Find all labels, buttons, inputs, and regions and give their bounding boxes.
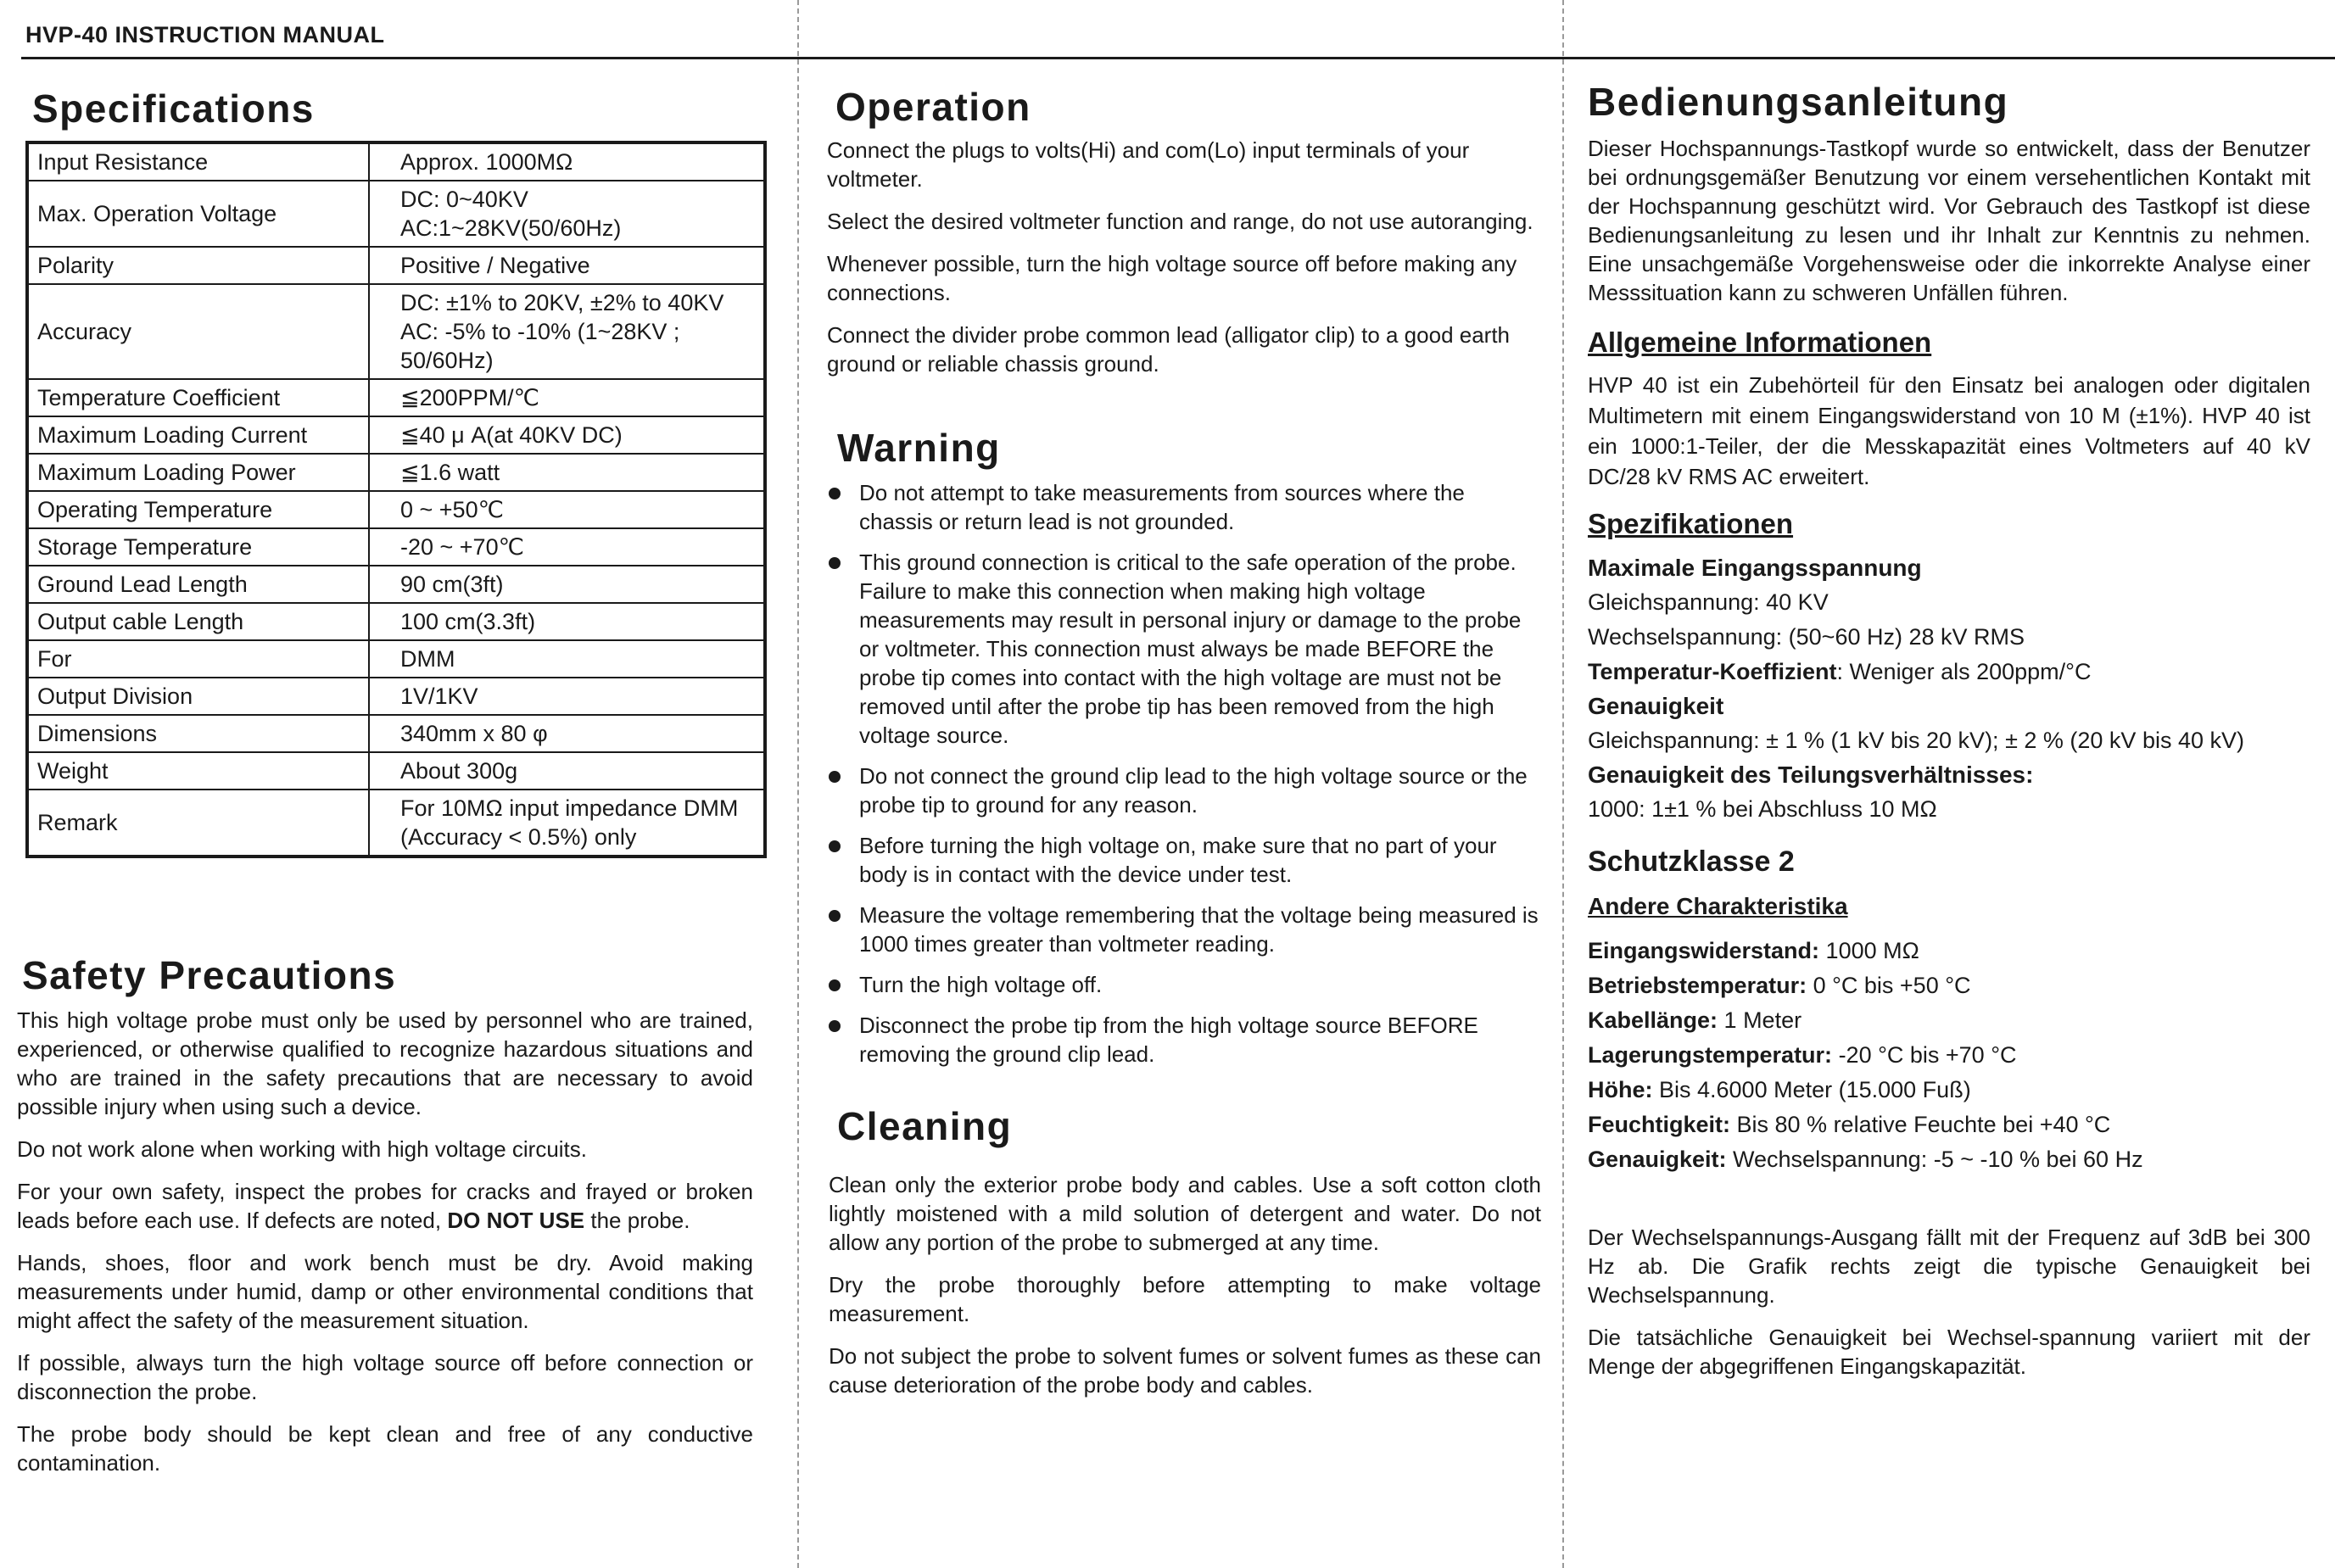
- spec-row: [27, 491, 765, 528]
- spec-value-line: DMM: [400, 646, 455, 672]
- german-intro: Dieser Hochspannungs-Tastkopf wurde so entwickelt, dass der Benutzer bei ordnungsgemäßer Benutzung vor einem versehentlichen Kontakt mit der Hochspannung geschützt wird. Vor Gebrauch des Tastkopf ist diese Bedienungsanleitung zu lesen und ihr Inhalt zur Kenntnis zu nehmen. Eine unsachgemäße Vorgehensweise oder die inkorrekte Analyse einer Messsituation kann zu schweren Unfällen führen.: [1588, 136, 2310, 305]
- characteristic-item: [1588, 934, 2310, 968]
- spec-value: [369, 715, 765, 752]
- header-rule: [21, 57, 2335, 59]
- spec-label: For: [27, 640, 369, 678]
- operation-paragraph: Whenever possible, turn the high voltage source off before making any connections.: [827, 251, 1517, 305]
- spec-label: Ground Lead Length: [27, 566, 369, 603]
- spec-value: [369, 603, 765, 640]
- spec-label: Polarity: [27, 247, 369, 284]
- german-section: [1588, 78, 2310, 1394]
- safety-section: [17, 951, 753, 1491]
- spec-value: [369, 752, 765, 790]
- spec-row: [27, 566, 765, 603]
- spec-label: Storage Temperature: [27, 528, 369, 566]
- spec-label: Operating Temperature: [27, 491, 369, 528]
- characteristic-value: -20 °C bis +70 °C: [1832, 1042, 2017, 1068]
- characteristic-value: Bis 80 % relative Feuchte bei +40 °C: [1730, 1112, 2111, 1137]
- spec-value: [369, 528, 765, 566]
- bullet-icon: [829, 488, 841, 499]
- spec-row: [27, 640, 765, 678]
- spec-row: [27, 678, 765, 715]
- spec-value-line: DC: ±1% to 20KV, ±2% to 40KV: [400, 290, 724, 315]
- spec-value: [369, 678, 765, 715]
- bullet-icon: [829, 910, 841, 922]
- characteristic-item: [1588, 1038, 2310, 1073]
- dc-voltage: Gleichspannung: 40 KV: [1588, 589, 1829, 615]
- spec-row: [27, 284, 765, 379]
- general-info-text: HVP 40 ist ein Zubehörteil für den Einsatz bei analogen oder digitalen Multimetern mit einem Eingangswiderstand von 10 M (±1%). HVP 40 ist ein 1000:1-Teiler, der die Messkapazität eines Voltmeters auf 40 kV DC/28 kV RMS AC erweitert.: [1588, 372, 2310, 489]
- spec-value-line: (Accuracy < 0.5%) only: [400, 824, 637, 850]
- characteristic-label: Höhe:: [1588, 1077, 1653, 1102]
- spec-label: Output cable Length: [27, 603, 369, 640]
- spec-value: [369, 416, 765, 454]
- safety-paragraph: Hands, shoes, floor and work bench must be dry. Avoid making measurements under humid, damp or other environmental conditions that might affect the safety of the measurement situation.: [17, 1250, 753, 1333]
- warning-item: [827, 548, 1541, 750]
- spec-value-line: Approx. 1000MΩ: [400, 149, 573, 175]
- characteristic-item: [1588, 1108, 2310, 1142]
- spec-row: [27, 142, 765, 181]
- spec-label: Max. Operation Voltage: [27, 181, 369, 247]
- spec-row: [27, 454, 765, 491]
- characteristic-label: Eingangswiderstand:: [1588, 938, 1820, 963]
- temp-coeff: [1588, 655, 2310, 689]
- specifications-section: [25, 85, 772, 858]
- manual-header-title: HVP-40 INSTRUCTION MANUAL: [25, 22, 385, 47]
- safety-text: the probe.: [584, 1208, 690, 1233]
- ac-output-text: Der Wechselspannungs-Ausgang fällt mit der Frequenz auf 3dB bei 300 Hz ab. Die Grafik rechts zeigt die typische Genauigkeit bei Wechselspannung.: [1588, 1225, 2310, 1308]
- warning-heading: Warning: [837, 426, 1001, 470]
- spec-value: [369, 181, 765, 247]
- warning-text: Measure the voltage remembering that the voltage being measured is 1000 times greater than voltmeter reading.: [859, 902, 1539, 957]
- operation-section: [827, 83, 1541, 392]
- warning-item: [827, 970, 1541, 999]
- warning-text: Turn the high voltage off.: [859, 972, 1103, 997]
- safety-paragraph: If possible, always turn the high voltage source off before connection or disconnection the probe.: [17, 1350, 753, 1404]
- bullet-icon: [829, 771, 841, 783]
- temp-coeff-label: Temperatur-Koeffizient: [1588, 659, 1837, 684]
- spec-value-line: 340mm x 80 φ: [400, 721, 548, 746]
- accuracy-heading: Genauigkeit: [1588, 693, 1724, 719]
- characteristic-item: [1588, 1142, 2310, 1177]
- spec-value-line: 100 cm(3.3ft): [400, 609, 536, 634]
- spec-value-line: For 10MΩ input impedance DMM: [400, 795, 739, 821]
- characteristic-item: [1588, 1073, 2310, 1108]
- cleaning-heading: Cleaning: [837, 1104, 1013, 1148]
- safety-paragraph: This high voltage probe must only be used by personnel who are trained, experienced, or otherwise qualified to recognize hazardous situations and who are trained in the safety precautions that are necessary to avoid possible injury when using such a device.: [17, 1007, 753, 1119]
- warning-text: Do not connect the ground clip lead to the high voltage source or the probe tip to ground for any reason.: [859, 763, 1528, 817]
- characteristic-value: 1 Meter: [1718, 1007, 1802, 1033]
- spec-value-line: Positive / Negative: [400, 253, 590, 278]
- spec-label: Maximum Loading Power: [27, 454, 369, 491]
- spec-value-line: About 300g: [400, 758, 518, 784]
- spec-label: Input Resistance: [27, 142, 369, 181]
- bullet-icon: [829, 840, 841, 852]
- spec-row: [27, 416, 765, 454]
- protection-class: Schutzklasse 2: [1588, 845, 1795, 878]
- spec-value-line: 90 cm(3ft): [400, 572, 504, 597]
- operation-paragraph: Connect the plugs to volts(Hi) and com(Lo) input terminals of your voltmeter.: [827, 137, 1470, 192]
- safety-paragraph: [17, 1177, 753, 1235]
- characteristic-value: 0 °C bis +50 °C: [1807, 973, 1971, 998]
- spec-row: [27, 379, 765, 416]
- warning-item: [827, 478, 1541, 536]
- column-divider-1: [797, 0, 799, 1568]
- other-characteristics-heading: Andere Charakteristika: [1588, 893, 1848, 919]
- spec-row: [27, 715, 765, 752]
- warning-item: [827, 831, 1541, 889]
- spec-value: [369, 790, 765, 857]
- warning-list: [827, 478, 1541, 1069]
- spec-label: Accuracy: [27, 284, 369, 379]
- german-spec-heading: Spezifikationen: [1588, 508, 1794, 539]
- spec-row: [27, 528, 765, 566]
- spec-value-line: 1V/1KV: [400, 684, 478, 709]
- ac-actual-text: Die tatsächliche Genauigkeit bei Wechsel-spannung variiert mit der Menge der abgegriffenen Eingangskapazität.: [1588, 1325, 2310, 1379]
- spec-label: Output Division: [27, 678, 369, 715]
- characteristic-label: Kabellänge:: [1588, 1007, 1718, 1033]
- characteristic-item: [1588, 1003, 2310, 1038]
- spec-value: [369, 247, 765, 284]
- column-divider-2: [1562, 0, 1564, 1568]
- max-input-heading: Maximale Eingangsspannung: [1588, 555, 1922, 581]
- spec-row: [27, 603, 765, 640]
- spec-value: [369, 284, 765, 379]
- safety-heading: Safety Precautions: [22, 953, 397, 997]
- spec-value: [369, 491, 765, 528]
- warning-text: Do not attempt to take measurements from sources where the chassis or return lead is not grounded.: [859, 480, 1465, 534]
- accuracy-dc: Gleichspannung: ± 1 % (1 kV bis 20 kV); ± 2 % (20 kV bis 40 kV): [1588, 728, 2244, 753]
- safety-paragraph: The probe body should be kept clean and free of any conductive contamination.: [17, 1421, 753, 1476]
- do-not-use-emphasis: DO NOT USE: [447, 1208, 585, 1233]
- ratio-heading: Genauigkeit des Teilungsverhältnisses:: [1588, 762, 2034, 788]
- ratio-value: 1000: 1±1 % bei Abschluss 10 MΩ: [1588, 796, 1937, 822]
- spec-label: Temperature Coefficient: [27, 379, 369, 416]
- warning-item: [827, 901, 1541, 958]
- spec-label: Dimensions: [27, 715, 369, 752]
- spec-value-line: AC:1~28KV(50/60Hz): [400, 215, 622, 241]
- operation-heading: Operation: [835, 85, 1031, 129]
- characteristic-label: Betriebstemperatur:: [1588, 973, 1807, 998]
- warning-text: Before turning the high voltage on, make sure that no part of your body is in contact with the device under test.: [859, 833, 1497, 887]
- operation-paragraph: Select the desired voltmeter function and range, do not use autoranging.: [827, 209, 1533, 234]
- spec-row: [27, 181, 765, 247]
- spec-label: Weight: [27, 752, 369, 790]
- spec-value-line: ≦200PPM/℃: [400, 385, 540, 410]
- spec-row: [27, 790, 765, 857]
- spec-value: [369, 142, 765, 181]
- spec-value-line: AC: -5% to -10% (1~28KV ; 50/60Hz): [400, 319, 680, 373]
- spec-label: Maximum Loading Current: [27, 416, 369, 454]
- spec-row: [27, 752, 765, 790]
- spec-value: [369, 566, 765, 603]
- warning-text: Disconnect the probe tip from the high voltage source BEFORE removing the ground clip lead.: [859, 1013, 1478, 1067]
- cleaning-paragraph: Clean only the exterior probe body and cables. Use a soft cotton cloth lightly moistened with a mild solution of detergent and water. Do not allow any portion of the probe to submerged at any time.: [829, 1172, 1541, 1255]
- warning-item: [827, 762, 1541, 819]
- spec-value-line: ≦40 μ A(at 40KV DC): [400, 422, 623, 448]
- german-heading: Bedienungsanleitung: [1588, 80, 2009, 124]
- characteristic-item: [1588, 968, 2310, 1003]
- spec-value-line: 0 ~ +50℃: [400, 497, 504, 522]
- cleaning-section: [829, 1102, 1541, 1413]
- general-info-heading: Allgemeine Informationen: [1588, 326, 1932, 358]
- spec-value-line: DC: 0~40KV: [400, 187, 528, 212]
- safety-text: For your own safety, inspect the probes for cracks and frayed or broken leads before each use. If defects are noted,: [17, 1179, 753, 1233]
- characteristic-value: 1000 MΩ: [1819, 938, 1919, 963]
- specifications-table: [25, 141, 767, 858]
- spec-label: Remark: [27, 790, 369, 857]
- warning-section: [827, 424, 1541, 1080]
- warning-item: [827, 1011, 1541, 1069]
- specifications-heading: Specifications: [32, 86, 315, 131]
- spec-value-line: -20 ~ +70℃: [400, 534, 524, 560]
- ac-voltage: Wechselspannung: (50~60 Hz) 28 kV RMS: [1588, 624, 2025, 650]
- spec-row: [27, 247, 765, 284]
- characteristic-value: Wechselspannung: -5 ~ -10 % bei 60 Hz: [1726, 1147, 2143, 1172]
- warning-text: This ground connection is critical to the safe operation of the probe. Failure to make this connection when making high voltage measurements may result in personal injury or damage to the probe or voltmeter. This connection must always be made BEFORE the probe tip comes into contact with the high voltage are must not be removed until after the probe tip has been removed from the high voltage source.: [859, 550, 1522, 748]
- characteristic-label: Feuchtigkeit:: [1588, 1112, 1731, 1137]
- cleaning-paragraph: Dry the probe thoroughly before attempting to make voltage measurement.: [829, 1272, 1541, 1326]
- bullet-icon: [829, 979, 841, 991]
- temp-coeff-value: : Weniger als 200ppm/°C: [1836, 659, 2092, 684]
- bullet-icon: [829, 1020, 841, 1032]
- characteristic-label: Genauigkeit:: [1588, 1147, 1727, 1172]
- safety-paragraph: Do not work alone when working with high voltage circuits.: [17, 1136, 588, 1162]
- spec-value-line: ≦1.6 watt: [400, 460, 500, 485]
- operation-paragraph: Connect the divider probe common lead (alligator clip) to a good earth ground or reliable chassis ground.: [827, 322, 1511, 377]
- spec-value: [369, 379, 765, 416]
- bullet-icon: [829, 557, 841, 569]
- cleaning-paragraph: Do not subject the probe to solvent fumes or solvent fumes as these can cause deterioration of the probe body and cables.: [829, 1343, 1541, 1398]
- characteristic-value: Bis 4.6000 Meter (15.000 Fuß): [1652, 1077, 1971, 1102]
- spec-value: [369, 454, 765, 491]
- characteristic-label: Lagerungstemperatur:: [1588, 1042, 1833, 1068]
- spec-value: [369, 640, 765, 678]
